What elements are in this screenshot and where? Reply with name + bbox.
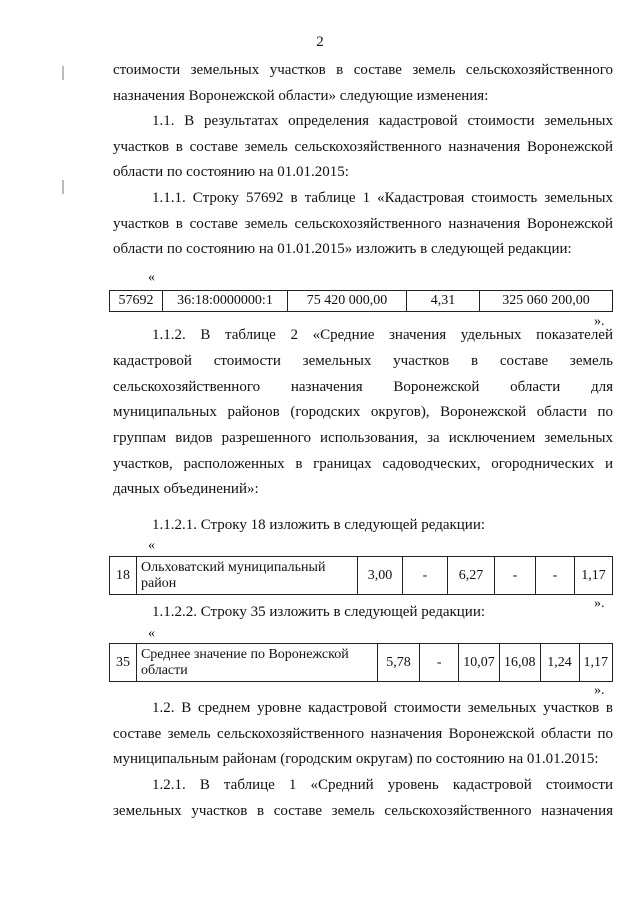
- paragraph-line: участков, расположенных в границах садоводческих, огороднических и: [113, 456, 613, 472]
- paragraph-line: муниципальных районов (городских округов), Воронежской области по: [113, 404, 613, 420]
- quote-close: ».: [594, 314, 605, 329]
- table-row: [110, 644, 613, 682]
- table-cell: 3,00: [358, 557, 403, 595]
- table-cell: 18: [110, 557, 137, 595]
- paragraph-line: участков в составе земель сельскохозяйственного назначения Воронежской: [113, 216, 613, 232]
- paragraph-line: земельных участков в составе земель сельскохозяйственного назначения: [113, 803, 613, 819]
- table-cell: -: [420, 644, 459, 682]
- table-cell: -: [495, 557, 536, 595]
- paragraph-line: 1.1.2. В таблице 2 «Средние значения удельных показателей: [152, 327, 613, 343]
- table-row-57692: [109, 290, 613, 312]
- paragraph-line: группам видов разрешенного использования, за исключением земельных: [113, 430, 613, 446]
- table-cell: 57692: [110, 291, 163, 312]
- paragraph-line: назначения Воронежской области» следующие изменения:: [113, 88, 489, 104]
- table-row-35: [109, 643, 613, 682]
- paragraph-line: 1.1.2.2. Строку 35 изложить в следующей редакции:: [152, 604, 486, 620]
- paragraph-line: участков в составе земель сельскохозяйственного назначения Воронежской: [113, 139, 613, 155]
- table-cell: Ольховатский муниципальный район: [137, 557, 358, 595]
- table-cell: 1,17: [579, 644, 613, 682]
- paragraph-line: сельскохозяйственного назначения Воронежской области для: [113, 379, 613, 395]
- page-number: 2: [316, 34, 324, 50]
- paragraph-line: муниципальным районам (городским округам) по состоянию на 01.01.2015:: [113, 751, 599, 767]
- paragraph-line: составе земель сельскохозяйственного назначения Воронежской области по: [113, 726, 613, 742]
- table-cell: 325 060 200,00: [480, 291, 613, 312]
- table-row-18: [109, 556, 613, 595]
- paragraph-line: области по состоянию на 01.01.2015:: [113, 164, 349, 180]
- table-row: [110, 291, 613, 312]
- table-cell: 5,78: [377, 644, 420, 682]
- scan-artifact: [62, 180, 64, 194]
- quote-open: «: [148, 270, 155, 285]
- quote-close: ».: [594, 596, 605, 611]
- quote-close: ».: [594, 683, 605, 698]
- paragraph-line: 1.1.2.1. Строку 18 изложить в следующей редакции:: [152, 517, 486, 533]
- table-cell: 75 420 000,00: [288, 291, 407, 312]
- table-cell: Среднее значение по Воронежской области: [136, 644, 377, 682]
- table-cell: 6,27: [448, 557, 495, 595]
- table-cell: 35: [110, 644, 137, 682]
- paragraph-line: 1.2.1. В таблице 1 «Средний уровень кадастровой стоимости: [152, 777, 613, 793]
- table-cell: 4,31: [407, 291, 480, 312]
- scan-artifact: [62, 66, 64, 80]
- paragraph-line: 1.1.1. Строку 57692 в таблице 1 «Кадастровая стоимость земельных: [152, 190, 613, 206]
- table-cell: -: [536, 557, 575, 595]
- paragraph-line: дачных объединений»:: [113, 481, 259, 497]
- table-row: [110, 557, 613, 595]
- paragraph-line: стоимости земельных участков в составе земель сельскохозяйственного: [113, 62, 613, 78]
- paragraph-line: области по состоянию на 01.01.2015» изложить в следующей редакции:: [113, 241, 572, 257]
- quote-open: «: [148, 626, 155, 641]
- table-cell: 10,07: [459, 644, 500, 682]
- table-cell: 1,24: [540, 644, 579, 682]
- paragraph-line: 1.2. В среднем уровне кадастровой стоимости земельных участков в: [152, 700, 613, 716]
- table-cell: 36:18:0000000:1: [163, 291, 288, 312]
- paragraph-line: кадастровой стоимости земельных участков в составе земель: [113, 353, 613, 369]
- table-cell: -: [403, 557, 448, 595]
- table-cell: 16,08: [500, 644, 541, 682]
- table-cell: 1,17: [575, 557, 613, 595]
- paragraph-line: 1.1. В результатах определения кадастровой стоимости земельных: [152, 113, 613, 129]
- quote-open: «: [148, 538, 155, 553]
